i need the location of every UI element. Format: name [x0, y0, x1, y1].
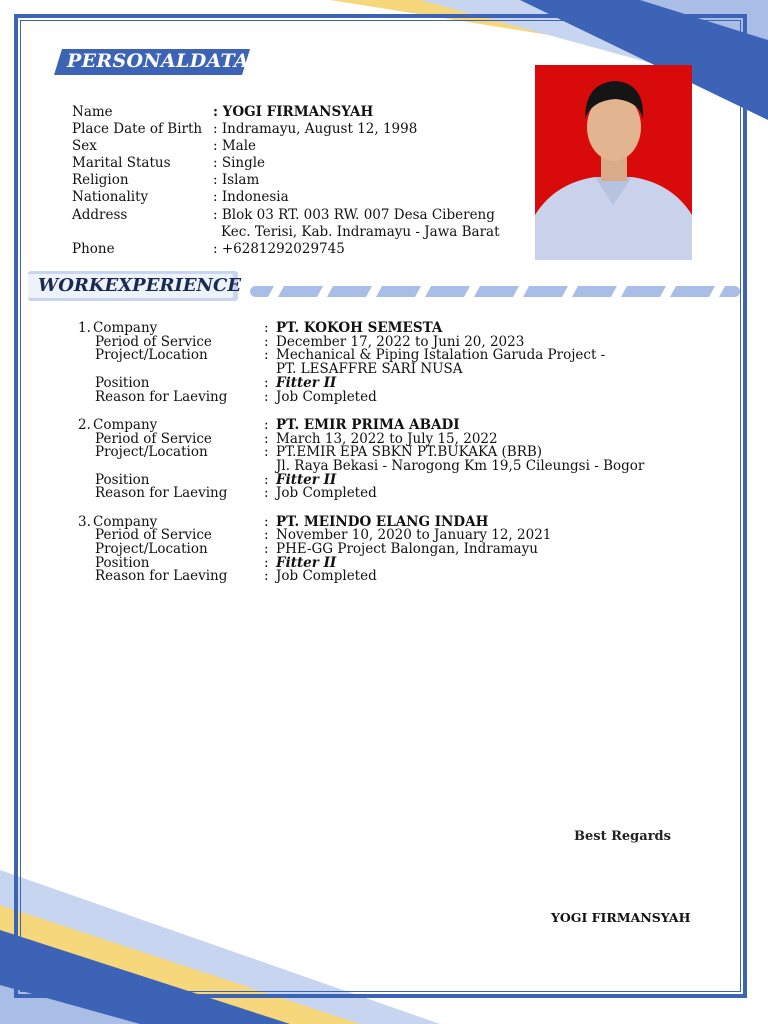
job3-colon-position: :	[264, 555, 269, 571]
value-name: : YOGI FIRMANSYAH	[213, 104, 374, 120]
job2-project-line2: Jl. Raya Bekasi - Narogong Km 19,5 Cileungsi - Bogor	[276, 458, 645, 474]
job1-reason: Job Completed	[276, 389, 377, 405]
job2-label-reason: Reason for Laeving	[95, 485, 228, 501]
value-sex: : Male	[213, 138, 257, 154]
job3-colon-project: :	[264, 541, 269, 557]
job3-reason: Job Completed	[276, 568, 377, 584]
job2-colon-period: :	[264, 431, 269, 447]
value-birth: : Indramayu, August 12, 1998	[213, 121, 418, 137]
value-address-line2: Kec. Terisi, Kab. Indramayu - Jawa Barat	[221, 224, 500, 240]
job1-label-company: Company	[93, 320, 158, 336]
job1-company: PT. KOKOH SEMESTA	[276, 320, 443, 336]
label-sex: Sex	[72, 138, 97, 154]
job3-label-position: Position	[95, 555, 150, 571]
signature-name: YOGI FIRMANSYAH	[551, 910, 691, 925]
work-experience-heading: WORKEXPERIENCE	[38, 275, 242, 296]
job1-label-project: Project/Location	[95, 347, 208, 363]
job1-colon-reason: :	[264, 389, 269, 405]
job3-label-reason: Reason for Laeving	[95, 568, 228, 584]
value-address: : Blok 03 RT. 003 RW. 007 Desa Cibereng	[213, 207, 495, 223]
value-phone: : +6281292029745	[213, 241, 345, 257]
job1-label-period: Period of Service	[95, 334, 212, 350]
job1-period: December 17, 2022 to Juni 20, 2023	[276, 334, 525, 350]
job1-label-position: Position	[95, 375, 150, 391]
job1-project: Mechanical & Piping Istalation Garuda Project -	[276, 347, 606, 363]
job1-colon-period: :	[264, 334, 269, 350]
job3-label-project: Project/Location	[95, 541, 208, 557]
job2-label-position: Position	[95, 472, 150, 488]
job2-colon-company: :	[264, 417, 269, 433]
label-nationality: Nationality	[72, 189, 149, 205]
label-religion: Religion	[72, 172, 129, 188]
label-phone: Phone	[72, 241, 115, 257]
job1-colon-company: :	[264, 320, 269, 336]
job2-number: 2.	[78, 417, 91, 433]
job2-project: PT.EMIR EPA SBKN PT.BUKAKA (BRB)	[276, 444, 543, 460]
job2-period: March 13, 2022 to July 15, 2022	[276, 431, 498, 447]
job1-position: Fitter II	[276, 375, 337, 391]
job3-period: November 10, 2020 to January 12, 2021	[276, 527, 552, 543]
job2-label-company: Company	[93, 417, 158, 433]
value-religion: : Islam	[213, 172, 260, 188]
job2-colon-position: :	[264, 472, 269, 488]
job1-colon-project: :	[264, 347, 269, 363]
personal-data-banner	[54, 49, 250, 75]
job3-position: Fitter II	[276, 555, 337, 571]
label-birth: Place Date of Birth	[72, 121, 203, 137]
job3-colon-period: :	[264, 527, 269, 543]
label-name: Name	[72, 104, 113, 120]
value-marital: : Single	[213, 155, 266, 171]
job2-reason: Job Completed	[276, 485, 377, 501]
job2-position: Fitter II	[276, 472, 337, 488]
label-marital: Marital Status	[72, 155, 171, 171]
job2-label-period: Period of Service	[95, 431, 212, 447]
job1-label-reason: Reason for Laeving	[95, 389, 228, 405]
job3-project: PHE-GG Project Balongan, Indramayu	[276, 541, 538, 557]
job3-colon-company: :	[264, 514, 269, 530]
job1-project-line2: PT. LESAFFRE SARI NUSA	[276, 361, 463, 377]
personal-data-heading: PERSONALDATA	[67, 50, 249, 72]
job2-label-project: Project/Location	[95, 444, 208, 460]
work-experience-banner	[28, 271, 242, 301]
job3-label-company: Company	[93, 514, 158, 530]
job3-company: PT. MEINDO ELANG INDAH	[276, 514, 489, 530]
job3-number: 3.	[78, 514, 91, 530]
job3-label-period: Period of Service	[95, 527, 212, 543]
value-nationality: : Indonesia	[213, 189, 289, 205]
job2-company: PT. EMIR PRIMA ABADI	[276, 417, 460, 433]
decorative-dashes	[250, 284, 742, 300]
job2-colon-project: :	[264, 444, 269, 460]
job1-colon-position: :	[264, 375, 269, 391]
job2-colon-reason: :	[264, 485, 269, 501]
label-address: Address	[72, 207, 128, 223]
closing-regards: Best Regards	[574, 829, 671, 844]
job1-number: 1.	[78, 320, 91, 336]
job3-colon-reason: :	[264, 568, 269, 584]
profile-photo	[535, 65, 692, 260]
